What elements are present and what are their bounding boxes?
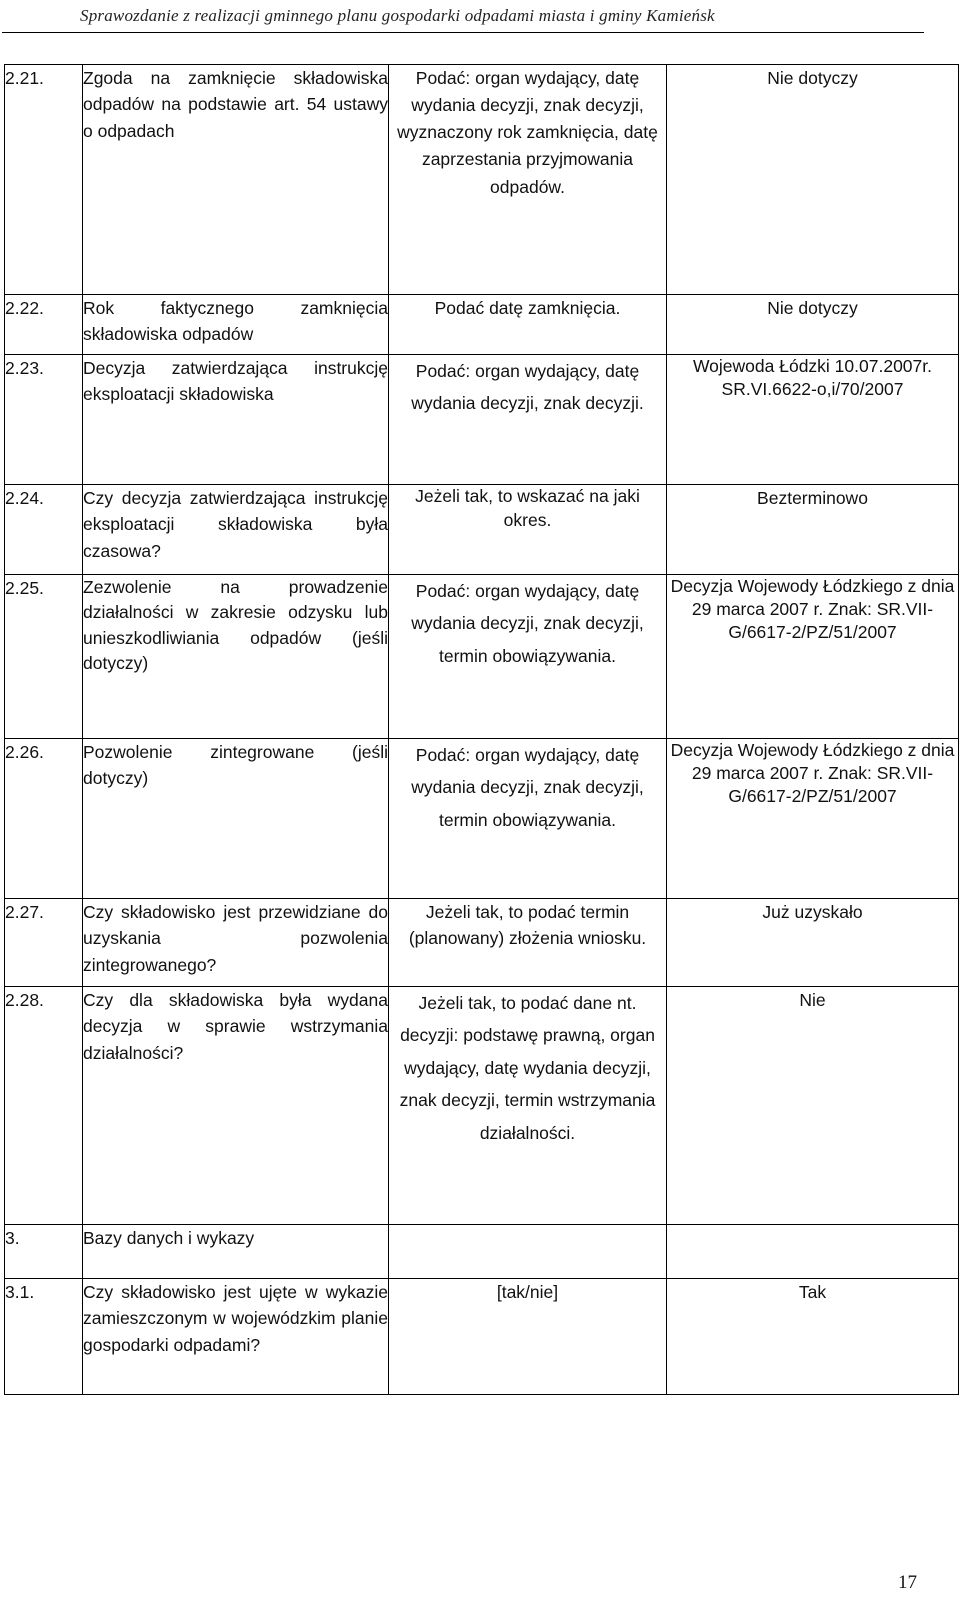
- table-row: [5, 987, 959, 1225]
- row-hint: [389, 1225, 667, 1279]
- row-answer: Nie dotyczy: [667, 65, 959, 295]
- row-number: 2.28.: [5, 987, 83, 1225]
- table-row: [5, 1279, 959, 1395]
- report-table: [4, 64, 959, 1395]
- row-question: Czy decyzja zatwierdzająca instrukcję eksploatacji składowiska była czasowa?: [83, 485, 389, 575]
- row-hint: Podać: organ wydający, datę wydania decyzji, znak decyzji, wyznaczony rok zamknięcia, datę zaprzestania przyjmowania odpadów.: [389, 65, 667, 295]
- row-hint: Podać datę zamknięcia.: [389, 295, 667, 355]
- row-hint: Jeżeli tak, to podać termin (planowany) złożenia wniosku.: [389, 899, 667, 987]
- row-number: 2.26.: [5, 739, 83, 899]
- header-rule: [2, 32, 924, 33]
- row-question: Zgoda na zamknięcie składowiska odpadów na podstawie art. 54 ustawy o odpadach: [83, 65, 389, 295]
- row-question: Bazy danych i wykazy: [83, 1225, 389, 1279]
- row-hint: Jeżeli tak, to wskazać na jaki okres.: [389, 485, 667, 575]
- row-question: Pozwolenie zintegrowane (jeśli dotyczy): [83, 739, 389, 899]
- row-hint: [tak/nie]: [389, 1279, 667, 1395]
- row-number: 2.22.: [5, 295, 83, 355]
- row-question: Czy składowisko jest ujęte w wykazie zamieszczonym w wojewódzkim planie gospodarki odpadami?: [83, 1279, 389, 1395]
- row-number: 2.25.: [5, 575, 83, 739]
- row-answer: Nie: [667, 987, 959, 1225]
- row-number: 2.23.: [5, 355, 83, 485]
- running-header: Sprawozdanie z realizacji gminnego planu gospodarki odpadami miasta i gminy Kamieńsk: [80, 6, 715, 25]
- row-hint: Jeżeli tak, to podać dane nt. decyzji: podstawę prawną, organ wydający, datę wydania decyzji, znak decyzji, termin wstrzymania działalności.: [389, 987, 667, 1225]
- row-number: 3.1.: [5, 1279, 83, 1395]
- table-row: [5, 899, 959, 987]
- row-answer: Już uzyskało: [667, 899, 959, 987]
- table-row: [5, 65, 959, 295]
- row-answer: Wojewoda Łódzki 10.07.2007r. SR.VI.6622-o,i/70/2007: [667, 355, 959, 485]
- table-row: [5, 355, 959, 485]
- table-row: [5, 575, 959, 739]
- row-question: Rok faktycznego zamknięcia składowiska odpadów: [83, 295, 389, 355]
- table-row: [5, 295, 959, 355]
- row-number: 3.: [5, 1225, 83, 1279]
- row-answer: Decyzja Wojewody Łódzkiego z dnia 29 marca 2007 r. Znak: SR.VII-G/6617-2/PZ/51/2007: [667, 739, 959, 899]
- row-question: Zezwolenie na prowadzenie działalności w zakresie odzysku lub unieszkodliwiania odpadów (jeśli dotyczy): [83, 575, 389, 739]
- row-hint: Podać: organ wydający, datę wydania decyzji, znak decyzji.: [389, 355, 667, 485]
- row-question: Decyzja zatwierdzająca instrukcję eksploatacji składowiska: [83, 355, 389, 485]
- row-number: 2.27.: [5, 899, 83, 987]
- row-question: Czy dla składowiska była wydana decyzja w sprawie wstrzymania działalności?: [83, 987, 389, 1225]
- table-row: [5, 739, 959, 899]
- row-hint: Podać: organ wydający, datę wydania decyzji, znak decyzji, termin obowiązywania.: [389, 739, 667, 899]
- row-answer: Tak: [667, 1279, 959, 1395]
- row-answer: Decyzja Wojewody Łódzkiego z dnia 29 marca 2007 r. Znak: SR.VII-G/6617-2/PZ/51/2007: [667, 575, 959, 739]
- row-number: 2.21.: [5, 65, 83, 295]
- table-row: [5, 1225, 959, 1279]
- page-number: 17: [898, 1572, 917, 1593]
- row-hint: Podać: organ wydający, datę wydania decyzji, znak decyzji, termin obowiązywania.: [389, 575, 667, 739]
- row-question: Czy składowisko jest przewidziane do uzyskania pozwolenia zintegrowanego?: [83, 899, 389, 987]
- table-row: [5, 485, 959, 575]
- row-number: 2.24.: [5, 485, 83, 575]
- row-answer: Bezterminowo: [667, 485, 959, 575]
- row-answer: Nie dotyczy: [667, 295, 959, 355]
- row-answer: [667, 1225, 959, 1279]
